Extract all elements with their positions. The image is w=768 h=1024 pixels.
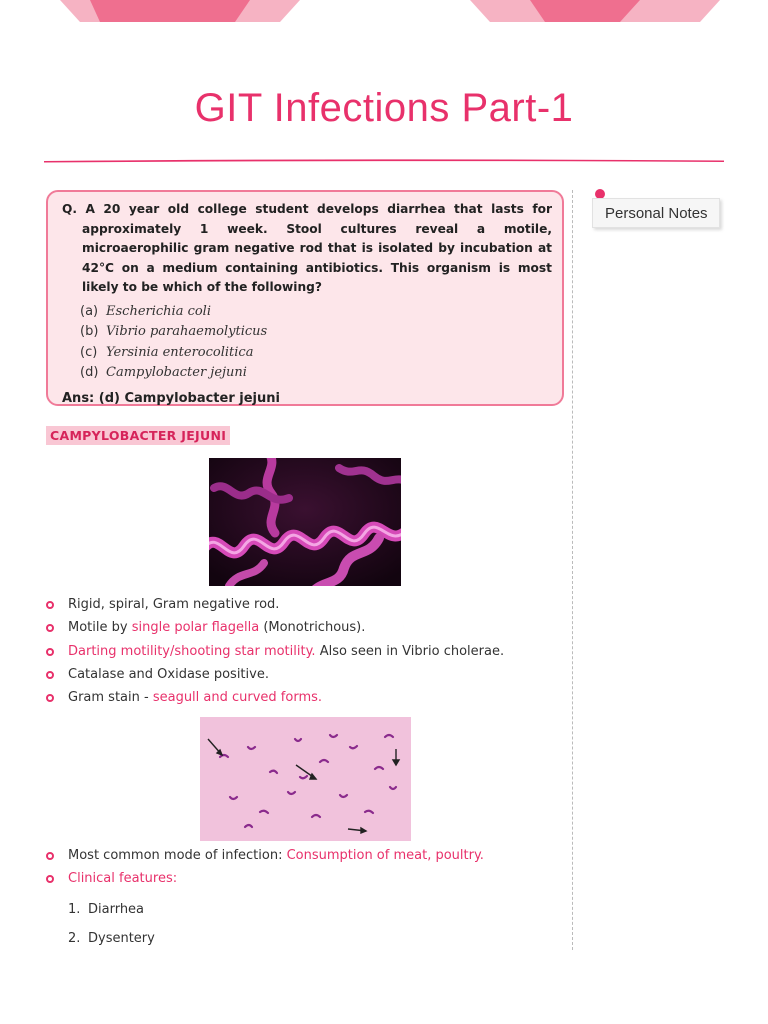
option-label: (a) — [80, 303, 99, 319]
option-text: Vibrio parahaemolyticus — [106, 324, 268, 339]
list-number: 1. — [68, 902, 81, 917]
list-item-highlight: seagull and curved forms. — [152, 690, 323, 706]
personal-notes-label: Personal Notes — [592, 198, 720, 228]
list-item-highlight: Darting motility/shooting star motility. — [68, 643, 316, 659]
top-decorative-band — [0, 0, 768, 22]
list-item-text: Also seen in Vibrio cholerae. — [315, 643, 505, 659]
option-item — [80, 322, 552, 343]
list-item — [44, 844, 564, 867]
list-item-text: (Monotrichous). — [259, 620, 366, 636]
list-item — [68, 924, 155, 953]
option-text: Yersinia enterocolitica — [106, 344, 254, 360]
bullet-icon — [46, 694, 54, 702]
list-item-text: Diarrhea — [88, 902, 145, 917]
section-heading: CAMPYLOBACTER JEJUNI — [46, 426, 230, 445]
list-item — [44, 593, 564, 616]
list-item-text: Motile by — [68, 620, 132, 636]
list-item — [44, 867, 564, 890]
list-item — [44, 686, 564, 709]
bullet-icon — [46, 648, 54, 656]
list-item-text: Most common mode of infection: — [68, 848, 287, 863]
option-item — [80, 343, 552, 364]
list-item-highlight: Clinical features: — [68, 871, 178, 887]
list-item — [68, 895, 155, 924]
list-item-highlight: single polar flagella — [131, 620, 260, 636]
question-box — [46, 190, 564, 406]
option-text: Campylobacter jejuni — [106, 365, 247, 380]
bullet-icon — [46, 601, 54, 609]
list-item — [44, 640, 564, 663]
margin-divider — [572, 190, 573, 950]
option-text: Escherichia coli — [106, 303, 211, 319]
answer-text: Ans: (d) Campylobacter jejuni — [62, 390, 280, 406]
clinical-features-list — [68, 895, 155, 953]
list-number: 2. — [68, 931, 81, 946]
list-item-text: Dysentery — [88, 931, 155, 946]
title-underline — [44, 158, 724, 163]
bullet-icon — [46, 875, 54, 883]
option-label: (c) — [80, 344, 98, 360]
bullet-icon — [46, 624, 54, 632]
gram-stain-image — [200, 717, 411, 841]
option-label: (d) — [80, 365, 99, 380]
bullet-icon — [46, 852, 54, 860]
list-item-text: Rigid, spiral, Gram negative rod. — [68, 597, 280, 612]
list-item-text: Catalase and Oxidase positive. — [68, 666, 269, 682]
question-text: Q. A 20 year old college student develops diarrhea that lasts for approximately 1 week. Stool cultures reveal a motile, microaerophilic gram negative rod that is isolated by incubation at 42°C on a medium containing antibiotics. This organism is most likely to be which of the following? — [62, 202, 552, 294]
list-item — [44, 663, 564, 686]
list-item-text: Gram stain - — [68, 690, 153, 706]
option-list — [62, 302, 552, 384]
feature-list — [44, 593, 564, 709]
bullet-icon — [46, 671, 54, 679]
option-item — [80, 363, 552, 384]
option-label: (b) — [80, 324, 99, 339]
list-item — [44, 616, 564, 639]
campylobacter-micrograph-image — [209, 458, 401, 586]
list-item-highlight: Consumption of meat, poultry. — [286, 848, 484, 863]
option-item — [80, 302, 552, 323]
page-title: GIT Infections Part-1 — [194, 86, 574, 130]
infection-list — [44, 844, 564, 891]
